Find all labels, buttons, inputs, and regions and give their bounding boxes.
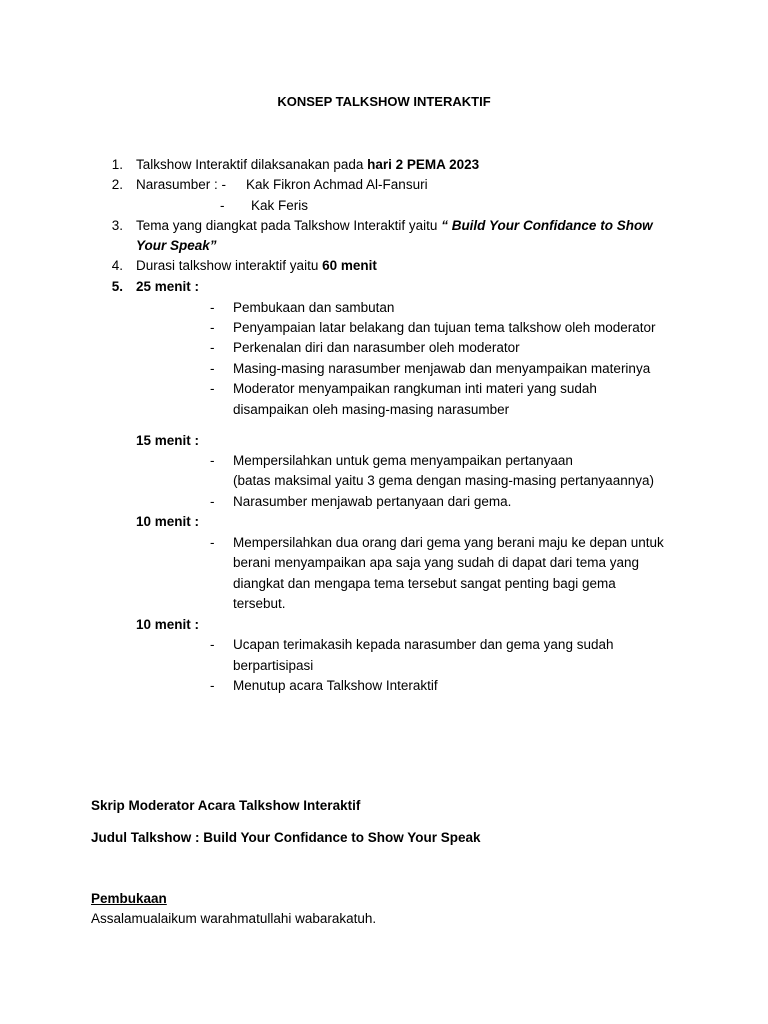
- list-number: 5.: [111, 279, 123, 294]
- bullet-text-continued: tersebut.: [233, 596, 286, 611]
- theme-text-continued: Your Speak”: [136, 238, 217, 253]
- theme-text: “ Build Your Confidance to Show: [441, 218, 653, 233]
- bullet-text: Moderator menyampaikan rangkuman inti materi yang sudah: [233, 381, 597, 396]
- bullet-text: Pembukaan dan sambutan: [233, 300, 395, 315]
- list-item-bold: 60 menit: [322, 258, 377, 273]
- list-item-text: Tema yang diangkat pada Talkshow Interaktif yaitu: [136, 218, 442, 233]
- bullet-text-continued: diangkat dan mengapa tema tersebut sangat penting bagi gema: [233, 576, 616, 591]
- bullet-text: Mempersilahkan dua orang dari gema yang berani maju ke depan untuk: [233, 535, 664, 550]
- list-item: [136, 155, 479, 175]
- list-item-text: Talkshow Interaktif dilaksanakan pada: [136, 157, 368, 172]
- list-number: 3.: [111, 218, 123, 233]
- segment-time: 25 menit :: [136, 279, 200, 294]
- bullet-text-continued: berani menyampaikan apa saja yang sudah di dapat dari tema yang: [233, 555, 640, 570]
- bullet-dash: -: [210, 535, 215, 550]
- script-heading: Skrip Moderator Acara Talkshow Interaktif: [91, 798, 361, 813]
- bullet-dash: -: [210, 678, 215, 693]
- bullet-text: Ucapan terimakasih kepada narasumber dan gema yang sudah: [233, 637, 614, 652]
- bullet-text: Perkenalan diri dan narasumber oleh moderator: [233, 340, 520, 355]
- list-item-bold: hari 2 PEMA 2023: [367, 157, 480, 172]
- section-heading: Pembukaan: [91, 891, 167, 906]
- speaker-name: Kak Feris: [251, 198, 309, 213]
- bullet-text: Masing-masing narasumber menjawab dan menyampaikan materinya: [233, 361, 651, 376]
- document-title: KONSEP TALKSHOW INTERAKTIF: [277, 94, 491, 109]
- bullet-dash: -: [210, 361, 215, 376]
- bullet-dash: -: [210, 300, 215, 315]
- bullet-dash: -: [210, 637, 215, 652]
- segment-time: 10 menit :: [136, 514, 200, 529]
- speaker-name: Kak Fikron Achmad Al-Fansuri: [246, 177, 428, 192]
- bullet-text-continued: (batas maksimal yaitu 3 gema dengan masing-masing pertanyaannya): [233, 473, 654, 488]
- bullet-dash: -: [210, 453, 215, 468]
- segment-time: 10 menit :: [136, 617, 200, 632]
- bullet-dash: -: [210, 381, 215, 396]
- bullet-dash: -: [210, 320, 215, 335]
- bullet-text-continued: berpartisipasi: [233, 658, 314, 673]
- list-item: [136, 256, 377, 276]
- bullet-text-continued: disampaikan oleh masing-masing narasumber: [233, 402, 510, 417]
- bullet-text: Penyampaian latar belakang dan tujuan tema talkshow oleh moderator: [233, 320, 656, 335]
- list-item-text: Durasi talkshow interaktif yaitu: [136, 258, 323, 273]
- segment-time: 15 menit :: [136, 433, 200, 448]
- list-dash: -: [220, 198, 225, 213]
- list-item-label: Narasumber : -: [136, 177, 227, 192]
- list-number: 4.: [111, 258, 123, 273]
- bullet-text: Mempersilahkan untuk gema menyampaikan pertanyaan: [233, 453, 573, 468]
- list-item: [136, 216, 653, 236]
- bullet-text: Narasumber menjawab pertanyaan dari gema.: [233, 494, 512, 509]
- talkshow-title: Judul Talkshow : Build Your Confidance to Show Your Speak: [91, 830, 481, 845]
- greeting-text: Assalamualaikum warahmatullahi wabarakatuh.: [91, 911, 377, 926]
- bullet-dash: -: [210, 494, 215, 509]
- bullet-dash: -: [210, 340, 215, 355]
- bullet-text: Menutup acara Talkshow Interaktif: [233, 678, 438, 693]
- list-number: 1.: [111, 157, 123, 172]
- list-number: 2.: [111, 177, 123, 192]
